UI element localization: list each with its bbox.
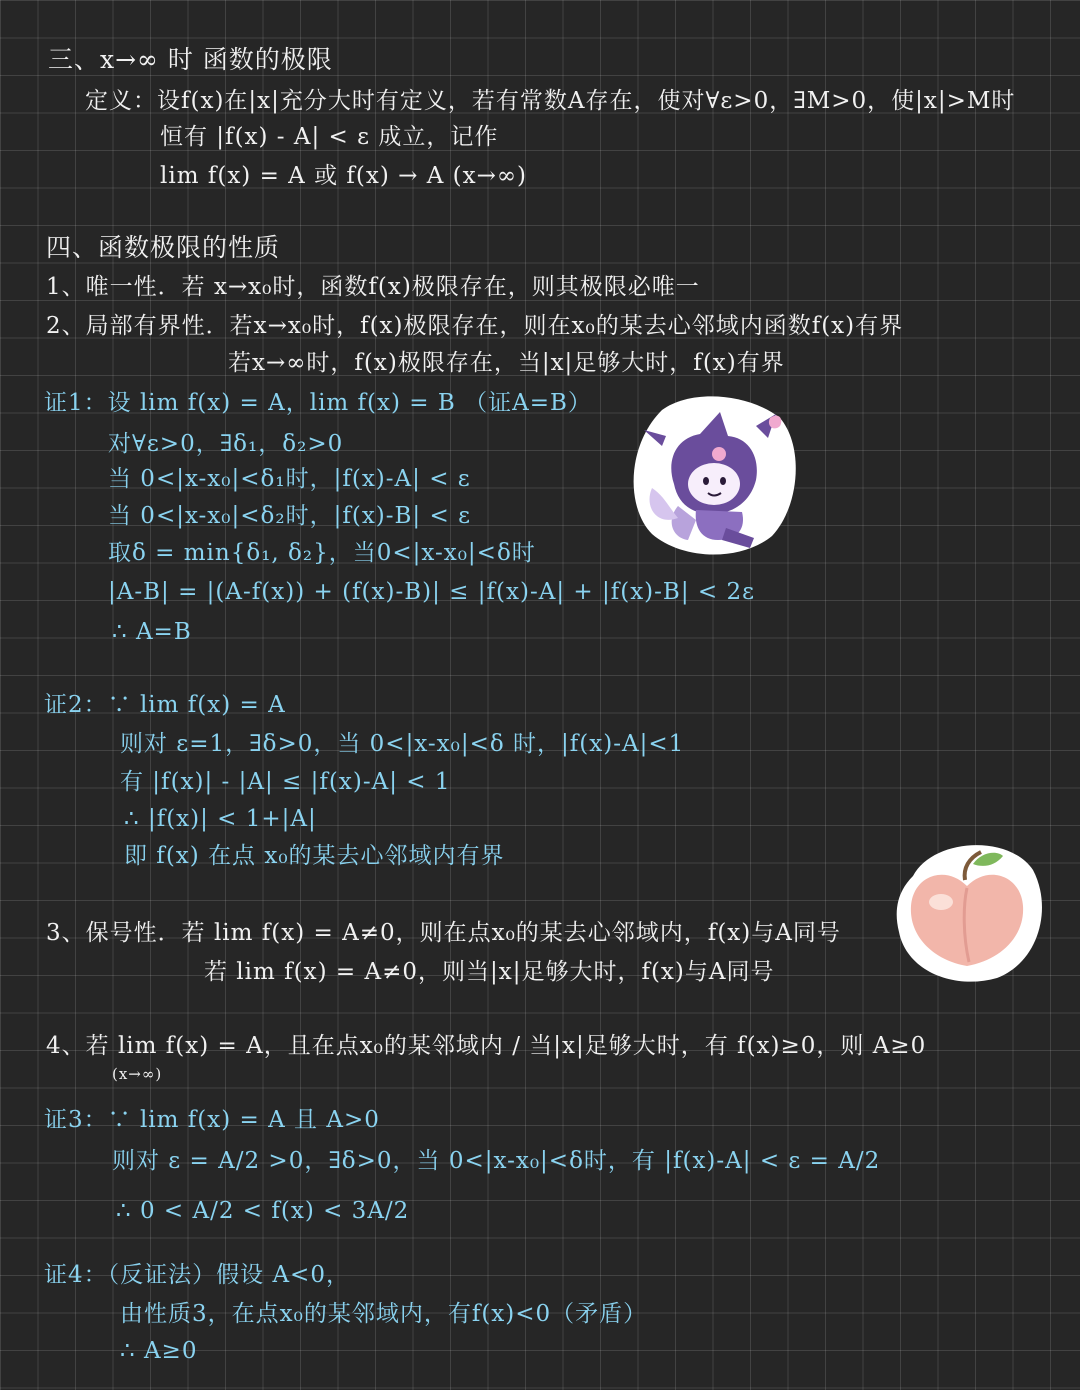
property-3-line-2: 若 lim f(x) = A≠0，则当|x|足够大时，f(x)与A同号 [204, 959, 775, 985]
proof2-line-3: 有 |f(x)| - |A| ≤ |f(x)-A| < 1 [120, 769, 451, 795]
proof4-line-2: 由性质3，在点x₀的某邻域内，有f(x)<0（矛盾） [120, 1301, 648, 1327]
proof1-line-2: 对∀ε>0，∃δ₁，δ₂>0 [108, 431, 344, 457]
proof2-line-2: 则对 ε=1，∃δ>0，当 0<|x-x₀|<δ 时，|f(x)-A|<1 [120, 731, 685, 757]
kuromi-sticker [622, 388, 800, 560]
proof1-line-4: 当 0<|x-x₀|<δ₂时，|f(x)-B| < ε [108, 503, 471, 529]
property-2a: 2、局部有界性．若x→x₀时，f(x)极限存在，则在x₀的某去心邻域内函数f(x)有界 [46, 313, 904, 339]
peach-sticker [893, 836, 1045, 984]
proof1-line-6: |A-B| = |(A-f(x)) + (f(x)-B)| ≤ |f(x)-A| + |f(x)-B| < 2ε [108, 579, 756, 605]
property-4-subscript: (x→∞) [112, 1065, 163, 1083]
proof4-line-3: ∴ A≥0 [120, 1338, 198, 1364]
property-1: 1、唯一性．若 x→x₀时，函数f(x)极限存在，则其极限必唯一 [46, 274, 700, 300]
proof4-line-1: 证4：（反证法）假设 A<0， [44, 1262, 350, 1288]
peach-icon [893, 836, 1045, 984]
proof2-line-4: ∴ |f(x)| < 1+|A| [124, 806, 317, 832]
proof1-line-1: 证1：设 lim f(x) = A，lim f(x) = B （证A=B） [44, 390, 592, 416]
proof1-line-3: 当 0<|x-x₀|<δ₁时，|f(x)-A| < ε [108, 466, 471, 492]
proof3-line-1: 证3：∵ lim f(x) = A 且 A>0 [44, 1107, 380, 1133]
property-4-line-1: 4、若 lim f(x) = A，且在点x₀的某邻域内 / 当|x|足够大时，有 f(x)≥0，则 A≥0 [46, 1033, 927, 1059]
proof1-line-7: ∴ A=B [112, 619, 192, 645]
definition-line-2: 恒有 |f(x) - A| < ε 成立，记作 [160, 124, 499, 150]
section4-heading: 四、函数极限的性质 [46, 233, 281, 262]
proof2-line-5: 即 f(x) 在点 x₀的某去心邻域内有界 [124, 843, 505, 869]
proof1-line-5: 取δ = min{δ₁, δ₂}，当0<|x-x₀|<δ时 [108, 540, 536, 566]
proof3-line-3: ∴ 0 < A/2 < f(x) < 3A/2 [116, 1198, 410, 1224]
proof2-line-1: 证2：∵ lim f(x) = A [44, 692, 286, 718]
kuromi-icon [622, 388, 800, 560]
definition-line-1: 定义：设f(x)在|x|充分大时有定义，若有常数A存在，使对∀ε>0，∃M>0，使|x|>M时 [85, 88, 1016, 114]
property-2b: 若x→∞时，f(x)极限存在，当|x|足够大时，f(x)有界 [228, 350, 785, 376]
proof3-line-2: 则对 ε = A/2 >0，∃δ>0，当 0<|x-x₀|<δ时，有 |f(x)-A| < ε = A/2 [112, 1148, 881, 1174]
property-3-line-1: 3、保号性．若 lim f(x) = A≠0，则在点x₀的某去心邻域内，f(x)与A同号 [46, 920, 841, 946]
definition-line-3: lim f(x) = A 或 f(x) → A (x→∞) [160, 163, 527, 189]
section3-heading: 三、x→∞ 时 函数的极限 [48, 45, 333, 74]
